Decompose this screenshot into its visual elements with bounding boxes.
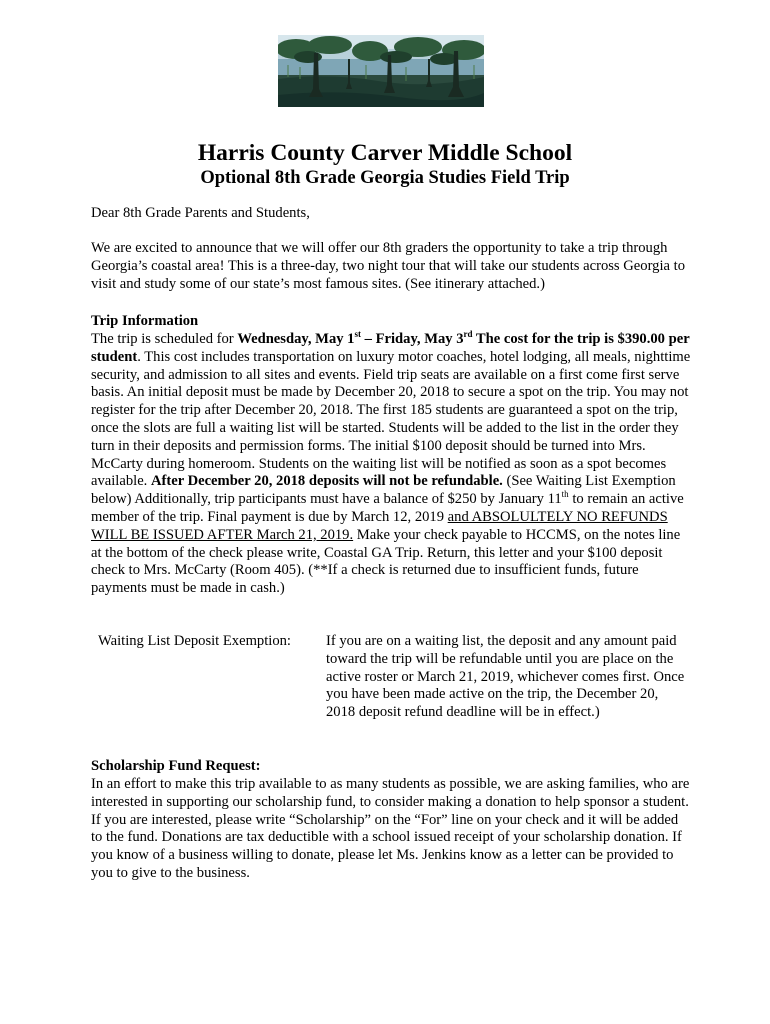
trip-text-1: The trip is scheduled for	[91, 331, 238, 347]
letter-salutation: Dear 8th Grade Parents and Students,	[91, 205, 310, 221]
no-refunds-notice: and ABSOLULTELY NO REFUNDS WILL BE ISSUED AFTER March 21, 2019.	[91, 508, 668, 543]
trip-text-3: (See Waiting List Exemption below) Additionally, trip participants must have a balance of $250 by January 11	[91, 473, 676, 508]
field-trip-subtitle: Optional 8th Grade Georgia Studies Field Trip	[200, 168, 570, 188]
waiting-list-exemption-text: If you are on a waiting list, the deposit and any amount paid toward the trip will be refundable until you are place on the active roster or March 21, 2019, whichever comes first. Once you have been made active on the trip, the December 20, 2018 deposit refund deadline will be in effect.)	[326, 633, 685, 721]
trip-text-4: to remain an active member of the trip. Final payment is due by March 12, 2019	[91, 491, 684, 525]
ordinal-rd: rd	[463, 329, 473, 339]
letter-intro-paragraph: We are excited to announce that we will offer our 8th graders the opportunity to take a trip through Georgia’s coastal area! This is a three-day, two night tour that will take our students across Georgia to visit and study some of our state’s most famous sites. (See itinerary attached.)	[91, 240, 685, 292]
trip-text-2: . This cost includes transportation on luxury motor coaches, hotel lodging, all meals, nighttime security, and admission to all sites and events. Field trip seats are available on a first come first serve basis. An initial deposit must be made by December 20, 2018 to secure a spot on the trip. You may not register for the trip after December 20, 2018. The first 185 students are guaranteed a spot on the trip, once the slots are full a waiting list will be started. Students will be added to the list in the order they turn in their deposits and permission forms. The initial $100 deposit should be turned into Mrs. McCarty during homeroom. Students on the waiting list will be notified as soon as a spot becomes available.	[91, 348, 691, 490]
deposit-nonrefundable-notice: After December 20, 2018 deposits will not be refundable.	[150, 473, 503, 490]
waiting-list-exemption-label: Waiting List Deposit Exemption:	[98, 633, 291, 649]
trip-cost: The cost for the trip is $390.00 per student	[91, 331, 690, 365]
trip-information-heading: Trip Information	[91, 313, 199, 329]
trip-date-start: Wednesday, May 1st – Friday, May 3rd	[237, 329, 473, 347]
trip-information-paragraph	[91, 331, 691, 598]
ordinal-th: th	[561, 489, 569, 500]
scholarship-heading: Scholarship Fund Request:	[91, 758, 261, 774]
ordinal-st: st	[354, 329, 361, 339]
school-name-heading: Harris County Carver Middle School	[197, 140, 573, 166]
cypress-swamp-logo-icon	[278, 35, 484, 107]
scholarship-paragraph: In an effort to make this trip available to as many students as possible, we are asking families, who are interested in supporting our scholarship fund, to consider making a donation to help sponsor a student. If you are interested, please write “Scholarship” on the “For” line on your check and it will be added to the fund. Donations are tax deductible with a school issued receipt of your scholarship donation. If you know of a business willing to donate, please let Ms. Jenkins know as a letter can be provided to you to give to the business.	[91, 776, 690, 881]
trip-text-5: Make your check payable to HCCMS, on the notes line at the bottom of the check please write, Coastal GA Trip. Return, this letter and your $100 deposit check to Mrs. McCarty (Room 405). (**If a check is returned due to insufficient funds, future payments must be made in cash.)	[91, 526, 681, 597]
trip-date-end: – Friday, May 3	[360, 331, 464, 347]
